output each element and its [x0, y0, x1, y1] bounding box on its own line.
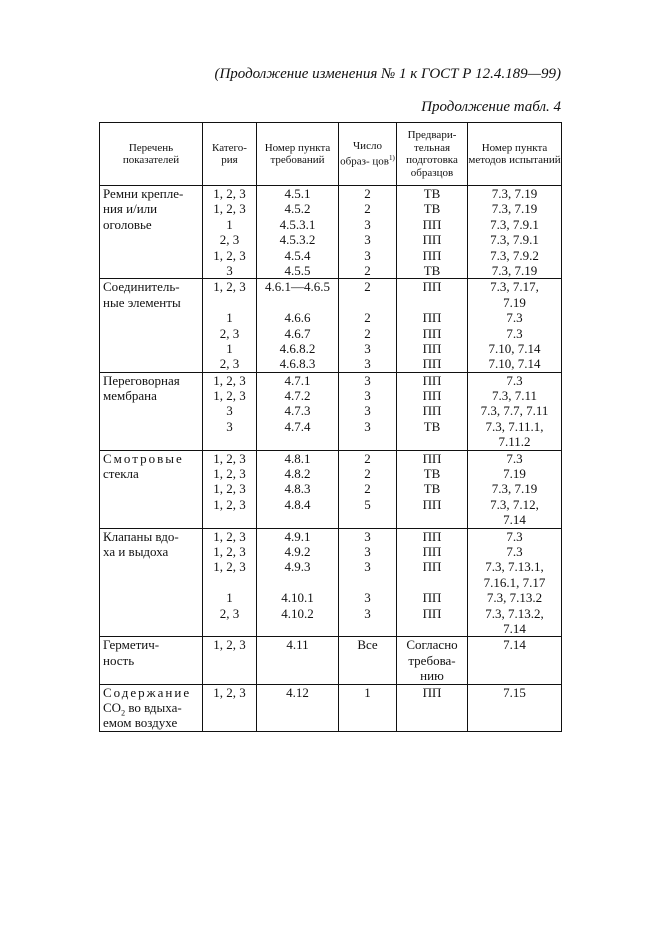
preconditioning-value: ПП — [422, 450, 442, 466]
category-value: 1, 2, 3 — [213, 559, 246, 575]
preconditioning-cell — [397, 450, 468, 528]
test-method-clause-value: 7.3 — [506, 325, 523, 341]
test-method-clause-cell — [468, 684, 562, 731]
sample-count-value: 3 — [364, 605, 371, 621]
requirement-clause-value — [257, 700, 338, 715]
col-header-category: Катего- рия — [203, 123, 257, 186]
test-method-clause-value: 7.3, 7.19 — [491, 186, 538, 201]
preconditioning-value: ПП — [422, 543, 442, 559]
preconditioning-value: Согласно — [406, 637, 458, 653]
category-value: 1 — [226, 310, 233, 326]
preconditioning-value — [397, 715, 467, 730]
sample-count-cell — [339, 279, 397, 372]
category-cell — [203, 637, 257, 684]
preconditioning-value: ПП — [422, 372, 442, 388]
test-method-clause-cell — [468, 637, 562, 684]
indicator-name-line: Смотровые — [103, 450, 184, 466]
requirement-clause-cell — [257, 684, 339, 731]
category-value — [203, 621, 256, 636]
category-value: 1 — [226, 340, 233, 356]
category-value — [203, 700, 256, 715]
requirement-clause-value: 4.5.4 — [284, 247, 311, 263]
page-header: (Продолжение изменения № 1 к ГОСТ Р 12.4.189—99) — [214, 66, 561, 82]
preconditioning-cell — [397, 372, 468, 450]
test-method-clause-value: 7.3, 7.17, — [490, 279, 539, 295]
indicator-name-line: Соединитель- — [103, 279, 180, 295]
test-method-clause-cell — [468, 186, 562, 279]
category-value: 1, 2, 3 — [213, 186, 246, 201]
requirement-clause-cell — [257, 528, 339, 637]
preconditioning-cell — [397, 528, 468, 637]
sample-count-value: 3 — [364, 340, 371, 356]
requirement-clause-value — [257, 295, 338, 310]
requirement-clause-value — [257, 715, 338, 730]
category-value: 3 — [226, 262, 233, 278]
table-group-row — [100, 637, 562, 684]
indicator-name-line: емом воздухе — [103, 715, 178, 731]
test-method-clause-cell — [468, 279, 562, 372]
sample-count-cell — [339, 637, 397, 684]
category-value: 2, 3 — [219, 356, 240, 372]
requirement-clause-cell — [257, 637, 339, 684]
requirement-clause-value: 4.10.1 — [281, 590, 314, 606]
preconditioning-value: ПП — [422, 216, 442, 232]
preconditioning-value: ПП — [422, 279, 442, 295]
category-value: 2, 3 — [219, 325, 240, 341]
sample-count-value — [339, 434, 396, 449]
category-value: 1, 2, 3 — [213, 466, 246, 482]
indicator-name-line: Ремни крепле- — [103, 186, 184, 201]
preconditioning-value: ПП — [422, 605, 442, 621]
test-method-clause-value — [468, 668, 561, 683]
sample-count-value — [339, 575, 396, 590]
test-method-clause-value: 7.3, 7.12, — [490, 496, 539, 512]
category-value: 1, 2, 3 — [213, 528, 246, 544]
requirement-clause-value: 4.8.3 — [284, 481, 311, 497]
requirement-clause-value: 4.7.4 — [284, 418, 311, 434]
category-value: 2, 3 — [219, 232, 240, 248]
sample-count-value — [339, 653, 396, 668]
sample-count-value: 3 — [364, 356, 371, 372]
sample-count-value: 3 — [364, 232, 371, 248]
sample-count-value: 2 — [364, 186, 371, 201]
requirement-clause-value: 4.9.3 — [284, 559, 311, 575]
preconditioning-value: ПП — [422, 232, 442, 248]
requirement-clause-value: 4.6.8.3 — [279, 356, 316, 372]
test-method-clause-value: 7.10, 7.14 — [488, 356, 541, 372]
test-method-clause-cell — [468, 528, 562, 637]
requirement-clause-value — [257, 512, 338, 527]
requirement-clause-value: 4.8.2 — [284, 466, 311, 482]
indicator-name-cell — [100, 528, 203, 637]
requirement-clause-value: 4.6.7 — [284, 325, 311, 341]
preconditioning-value: ПП — [422, 403, 442, 419]
preconditioning-value: ПП — [422, 388, 442, 404]
preconditioning-value: ТВ — [423, 186, 441, 201]
indicator-name-line: оголовье — [103, 216, 152, 232]
indicator-name-line: стекла — [103, 466, 139, 482]
category-value: 1, 2, 3 — [213, 279, 246, 295]
preconditioning-cell — [397, 186, 468, 279]
requirement-clause-value: 4.6.1—4.6.5 — [265, 279, 330, 295]
category-value: 1, 2, 3 — [213, 372, 246, 388]
indicator-name-line: Клапаны вдо- — [103, 528, 179, 544]
sample-count-value: 2 — [364, 325, 371, 341]
requirement-clause-value: 4.6.8.2 — [279, 340, 316, 356]
table-group-row — [100, 372, 562, 450]
category-value: 1, 2, 3 — [213, 496, 246, 512]
requirement-clause-value — [257, 434, 338, 449]
requirement-clause-value: 4.7.1 — [284, 372, 311, 388]
preconditioning-value — [397, 295, 467, 310]
requirement-clause-cell — [257, 372, 339, 450]
requirement-clause-value — [257, 621, 338, 636]
requirement-clause-value: 4.9.2 — [284, 543, 311, 559]
sample-count-value — [339, 715, 396, 730]
category-cell — [203, 186, 257, 279]
category-value: 1, 2, 3 — [213, 481, 246, 497]
requirement-clause-value: 4.6.6 — [284, 310, 311, 326]
category-value — [203, 715, 256, 730]
category-value: 1, 2, 3 — [213, 388, 246, 404]
category-value: 1, 2, 3 — [213, 201, 246, 217]
category-cell — [203, 528, 257, 637]
test-method-clause-value: 7.19 — [503, 294, 526, 310]
requirement-clause-value: 4.5.1 — [284, 186, 311, 201]
test-method-clause-value: 7.3, 7.19 — [491, 481, 538, 497]
col-header-sample-count: Число образ- цов$^{1)}$ — [339, 123, 397, 186]
preconditioning-value: ПП — [422, 496, 442, 512]
sample-count-value: 3 — [364, 559, 371, 575]
sample-count-cell — [339, 528, 397, 637]
sample-count-value: 2 — [364, 262, 371, 278]
preconditioning-value: ПП — [422, 310, 442, 326]
requirement-clause-value: 4.5.2 — [284, 201, 311, 217]
requirement-clause-value: 4.5.3.2 — [279, 232, 316, 248]
test-method-clause-value: 7.14 — [503, 512, 526, 528]
sample-count-value — [339, 295, 396, 310]
test-method-clause-value: 7.3, 7.13.2, — [485, 605, 544, 621]
sample-count-value — [339, 700, 396, 715]
indicator-name-cell — [100, 637, 203, 684]
preconditioning-value: ТВ — [423, 466, 441, 482]
test-method-clause-value: 7.3, 7.13.1, — [485, 559, 544, 575]
category-cell — [203, 372, 257, 450]
sample-count-value: 3 — [364, 247, 371, 263]
indicator-name-line: ные элементы — [103, 294, 181, 310]
sample-count-value: 3 — [364, 418, 371, 434]
category-value: 1 — [226, 590, 233, 606]
requirement-clause-cell — [257, 186, 339, 279]
requirement-clause-value: 4.8.4 — [284, 496, 311, 512]
table-group-row — [100, 279, 562, 372]
requirement-clause-value: 4.5.5 — [284, 262, 311, 278]
test-method-clause-value: 7.3, 7.13.2 — [486, 590, 543, 606]
sample-count-value: 2 — [364, 279, 371, 295]
indicator-name-cell — [100, 279, 203, 372]
sample-count-value: 2 — [364, 481, 371, 497]
requirement-clause-value: 4.7.3 — [284, 403, 311, 419]
test-method-clause-value: 7.15 — [503, 684, 526, 700]
indicator-name-cell — [100, 450, 203, 528]
test-method-clause-value: 7.14 — [503, 620, 526, 636]
preconditioning-value: требова- — [408, 652, 456, 668]
test-method-clause-value: 7.14 — [503, 637, 526, 653]
test-method-clause-value — [468, 715, 561, 730]
preconditioning-value: ТВ — [423, 481, 441, 497]
sample-count-value: 2 — [364, 450, 371, 466]
sample-count-cell — [339, 372, 397, 450]
preconditioning-value: ПП — [422, 528, 442, 544]
test-method-clause-value: 7.3, 7.19 — [491, 262, 538, 278]
preconditioning-value: ПП — [422, 356, 442, 372]
sample-count-value: 3 — [364, 543, 371, 559]
category-value: 1, 2, 3 — [213, 450, 246, 466]
col-header-indicators: Перечень показателей — [100, 123, 203, 186]
sample-count-value: 1 — [364, 684, 371, 700]
col-header-preconditioning: Предвари- тельная подготовка образцов — [397, 123, 468, 186]
category-value: 1, 2, 3 — [213, 684, 246, 700]
test-method-clause-value: 7.11.2 — [498, 434, 531, 450]
sample-count-value: 3 — [364, 372, 371, 388]
sample-count-value — [339, 668, 396, 683]
test-method-clause-cell — [468, 372, 562, 450]
test-method-clause-value: 7.3, 7.19 — [491, 201, 538, 217]
sample-count-value: 3 — [364, 388, 371, 404]
test-method-clause-value: 7.3 — [506, 528, 523, 544]
test-method-clause-value: 7.3 — [506, 450, 523, 466]
indicator-name-line: мембрана — [103, 388, 157, 404]
indicator-name-cell — [100, 684, 203, 731]
test-method-clause-value: 7.3, 7.7, 7.11 — [480, 403, 549, 419]
category-value — [203, 295, 256, 310]
preconditioning-value — [397, 700, 467, 715]
sample-count-value: 5 — [364, 496, 371, 512]
sample-count-value: 2 — [364, 201, 371, 217]
category-cell — [203, 684, 257, 731]
test-method-clause-value: 7.3, 7.9.1 — [490, 216, 539, 232]
category-value — [203, 434, 256, 449]
table-header-row — [100, 123, 562, 186]
col-header-test-method-clause: Номер пункта методов испытаний — [468, 123, 562, 186]
preconditioning-value: ТВ — [423, 418, 441, 434]
category-cell — [203, 450, 257, 528]
requirement-clause-value: 4.11 — [286, 637, 309, 653]
test-method-clause-value: 7.10, 7.14 — [488, 340, 541, 356]
requirement-clause-value: 4.7.2 — [284, 388, 311, 404]
category-cell — [203, 279, 257, 372]
sample-count-cell — [339, 450, 397, 528]
col-header-requirement-clause: Номер пункта требований — [257, 123, 339, 186]
indicator-name-line: Герметич- — [103, 637, 160, 653]
preconditioning-value: нию — [420, 668, 444, 684]
category-value — [203, 512, 256, 527]
sample-count-value: 3 — [364, 528, 371, 544]
requirement-clause-value: 4.5.3.1 — [279, 216, 316, 232]
indicator-name-line: ния и/или — [103, 201, 158, 217]
category-value: 1, 2, 3 — [213, 637, 246, 653]
test-method-clause-cell — [468, 450, 562, 528]
sample-count-value: 2 — [364, 466, 371, 482]
sample-count-value — [339, 621, 396, 636]
requirement-clause-cell — [257, 279, 339, 372]
preconditioning-value: ТВ — [423, 262, 441, 278]
preconditioning-value: ПП — [422, 559, 442, 575]
sample-count-cell — [339, 684, 397, 731]
test-method-clause-value — [468, 700, 561, 715]
requirement-clause-value — [257, 575, 338, 590]
category-value: 1, 2, 3 — [213, 543, 246, 559]
sample-count-cell — [339, 186, 397, 279]
requirement-clause-value — [257, 668, 338, 683]
category-value — [203, 575, 256, 590]
preconditioning-value — [397, 575, 467, 590]
table-group-row — [100, 450, 562, 528]
preconditioning-cell — [397, 684, 468, 731]
category-value — [203, 653, 256, 668]
preconditioning-value — [397, 512, 467, 527]
table-group-row — [100, 528, 562, 637]
preconditioning-value: ПП — [422, 590, 442, 606]
test-method-clause-value: 7.3, 7.11.1, — [485, 418, 544, 434]
requirement-clause-value: 4.10.2 — [281, 605, 314, 621]
test-method-clause-value: 7.3, 7.9.1 — [490, 232, 539, 248]
category-value: 1, 2, 3 — [213, 247, 246, 263]
test-method-clause-value: 7.3 — [506, 543, 523, 559]
category-value: 2, 3 — [219, 605, 240, 621]
test-method-clause-value: 7.16.1, 7.17 — [483, 574, 546, 590]
test-method-clause-value: 7.3 — [506, 372, 523, 388]
sample-count-value: Все — [357, 637, 378, 653]
preconditioning-value — [397, 621, 467, 636]
preconditioning-value: ПП — [422, 340, 442, 356]
preconditioning-value: ТВ — [423, 201, 441, 217]
category-value: 3 — [226, 403, 233, 419]
sample-count-value: 3 — [364, 590, 371, 606]
test-method-clause-value: 7.3, 7.11 — [491, 388, 538, 404]
requirement-clause-value: 4.12 — [286, 684, 309, 700]
requirement-clause-value: 4.9.1 — [284, 528, 311, 544]
preconditioning-value: ПП — [422, 247, 442, 263]
requirement-clause-cell — [257, 450, 339, 528]
indicator-name-cell — [100, 186, 203, 279]
sample-count-value: 3 — [364, 403, 371, 419]
table-group-row — [100, 186, 562, 279]
preconditioning-value: ПП — [422, 684, 442, 700]
test-method-clause-value: 7.19 — [503, 466, 526, 482]
indicator-name-line: ха и выдоха — [103, 543, 169, 559]
sample-count-value: 3 — [364, 216, 371, 232]
requirement-clause-value: 4.8.1 — [284, 450, 311, 466]
test-method-clause-value — [468, 653, 561, 668]
category-value: 1 — [226, 216, 233, 232]
category-value — [203, 668, 256, 683]
indicator-name-cell — [100, 372, 203, 450]
requirements-table — [99, 122, 562, 732]
preconditioning-value: ПП — [422, 325, 442, 341]
sample-count-value — [339, 512, 396, 527]
table-group-row — [100, 684, 562, 731]
test-method-clause-value: 7.3 — [506, 310, 523, 326]
category-value: 3 — [226, 418, 233, 434]
indicator-name-line: Переговорная — [103, 372, 180, 388]
test-method-clause-value: 7.3, 7.9.2 — [490, 247, 539, 263]
requirement-clause-value — [257, 653, 338, 668]
sample-count-value: 2 — [364, 310, 371, 326]
preconditioning-cell — [397, 637, 468, 684]
indicator-name-line: Содержание — [103, 684, 192, 700]
preconditioning-value — [397, 434, 467, 449]
indicator-name-line: $CO_2$ во вдыха- — [103, 699, 182, 718]
preconditioning-cell — [397, 279, 468, 372]
indicator-name-line: ность — [103, 652, 135, 668]
table-continuation-label: Продолжение табл. 4 — [421, 99, 561, 115]
